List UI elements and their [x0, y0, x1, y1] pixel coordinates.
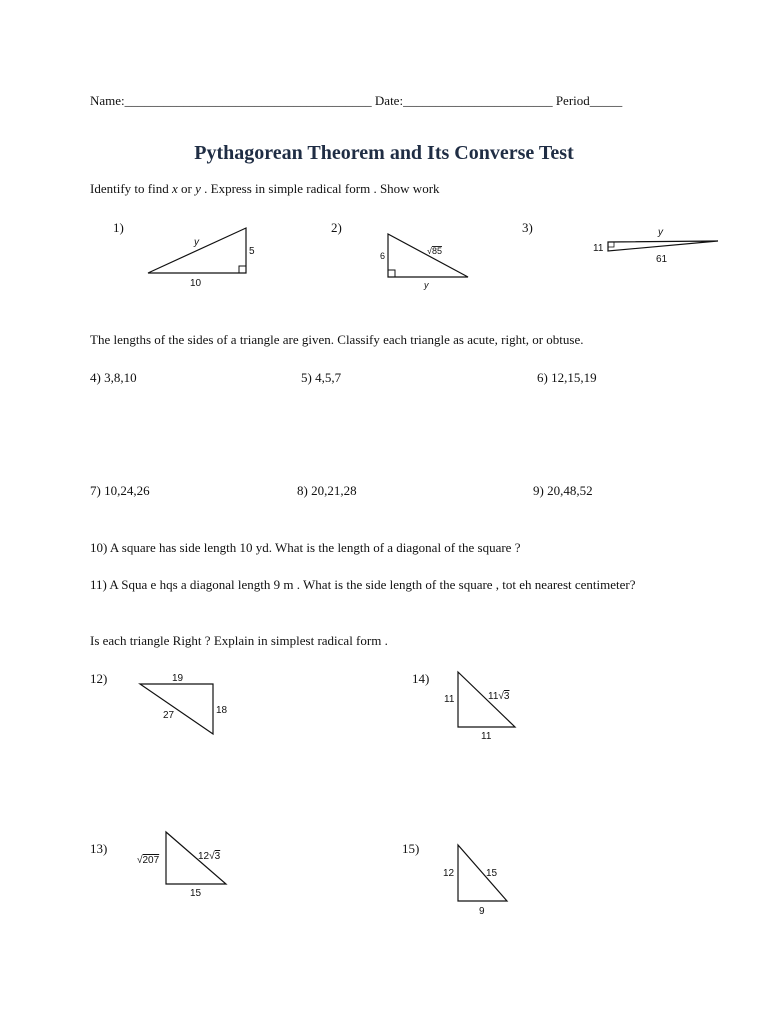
problem-2-label-6: 6 [380, 251, 386, 261]
problem-15-number: 15) [402, 841, 420, 856]
problem-2-label-y: y [424, 280, 429, 290]
question-11: 11) A Squa e hqs a diagonal length 9 m . What is the side length of the square , tot eh nearest centimeter? [90, 577, 636, 592]
problem-14-number: 14) [412, 671, 430, 686]
problem-3-label-11: 11 [593, 243, 604, 254]
problem-13-label-hyp: 12√3 [198, 851, 221, 862]
problem-1-label-5: 5 [249, 246, 255, 257]
item-7: 7) 10,24,26 [90, 483, 150, 498]
problem-15-label-bottom: 9 [479, 906, 485, 917]
date-blank[interactable]: _______________________ [403, 93, 553, 108]
problem-1-label-y: y [194, 237, 199, 248]
problem-3-number: 3) [522, 220, 533, 235]
item-9: 9) 20,48,52 [533, 483, 593, 498]
problem-14-label-hyp: 11√3 [488, 691, 510, 702]
date-label: Date: [374, 93, 404, 108]
item-5: 5) 4,5,7 [301, 370, 342, 385]
problem-12-label-27: 27 [163, 710, 175, 721]
problem-3-triangle [590, 222, 725, 270]
section1-instruction: Identify to find x or y . Express in simple radical form . Show work [90, 181, 440, 196]
problem-12-label-18: 18 [216, 705, 228, 716]
item-6: 6) 12,15,19 [537, 370, 597, 385]
problem-3-label-y: y [658, 227, 663, 238]
period-blank[interactable]: _____ [589, 93, 623, 108]
header-line [90, 93, 622, 109]
problem-12-triangle [132, 670, 242, 742]
problem-14-triangle [440, 666, 530, 744]
problem-14-label-bottom: 11 [481, 731, 492, 742]
problem-1-triangle [140, 220, 270, 292]
problem-13-label-left: √207 [137, 855, 160, 866]
problem-15-label-left: 12 [443, 868, 455, 879]
problem-13-triangle [134, 826, 244, 900]
question-10: 10) A square has side length 10 yd. What is the length of a diagonal of the square ? [90, 540, 521, 555]
problem-12-label-19: 19 [172, 673, 184, 684]
name-blank[interactable]: ______________________________________ [124, 93, 372, 108]
problem-1-number: 1) [113, 220, 124, 235]
problem-13-label-bottom: 15 [190, 888, 202, 899]
item-4: 4) 3,8,10 [90, 370, 137, 385]
problem-14-label-left: 11 [444, 694, 455, 705]
section2-instruction: The lengths of the sides of a triangle are given. Classify each triangle as acute, right, or obtuse. [90, 332, 584, 347]
problem-2-label-sqrt85: √85 [427, 246, 442, 256]
name-label: Name: [90, 93, 125, 108]
section3-instruction: Is each triangle Right ? Explain in simplest radical form . [90, 633, 388, 648]
problem-12-number: 12) [90, 671, 108, 686]
page-title: Pythagorean Theorem and Its Converse Test [194, 142, 574, 164]
problem-1-label-10: 10 [190, 278, 202, 289]
problem-2-number: 2) [331, 220, 342, 235]
item-8: 8) 20,21,28 [297, 483, 357, 498]
problem-15-triangle [440, 840, 520, 920]
problem-3-label-61: 61 [656, 254, 668, 265]
problem-15-label-hyp: 15 [486, 868, 498, 879]
period-label: Period [555, 93, 590, 108]
problem-13-number: 13) [90, 841, 108, 856]
problem-2-triangle [370, 225, 480, 293]
